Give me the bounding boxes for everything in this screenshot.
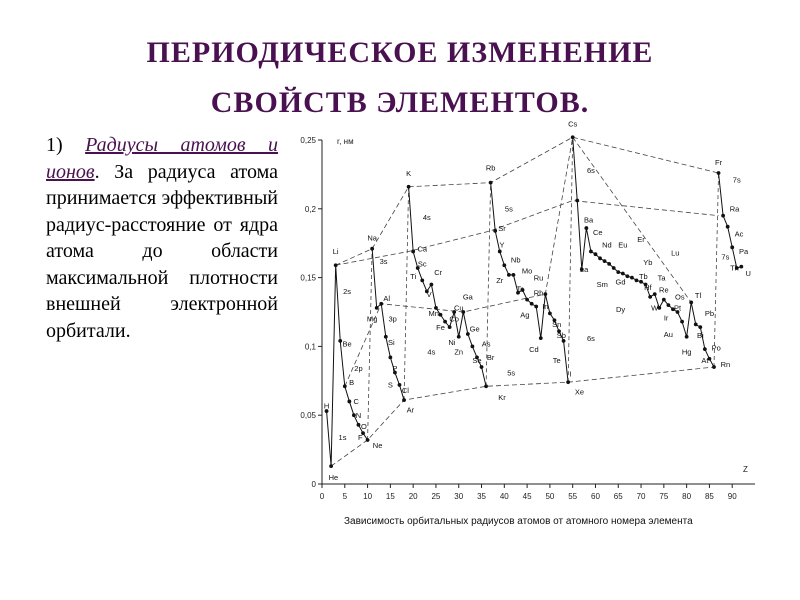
data-point: [717, 171, 721, 175]
element-label: B: [349, 377, 355, 387]
y-tick-label: 0: [311, 480, 316, 489]
data-point: [471, 345, 475, 349]
data-point: [448, 325, 452, 329]
data-point: [621, 272, 625, 276]
element-label: Si: [387, 338, 395, 348]
element-label: Cl: [401, 386, 409, 396]
element-label: Bi: [696, 331, 704, 341]
element-label: Mn: [428, 309, 439, 319]
element-label: Ra: [729, 204, 740, 214]
data-point: [370, 247, 374, 251]
data-point: [548, 311, 552, 315]
data-point: [407, 185, 411, 189]
data-point: [507, 273, 511, 277]
element-label: Sm: [596, 280, 608, 290]
data-point: [589, 250, 593, 254]
element-label: Lu: [671, 248, 680, 258]
data-point: [662, 298, 666, 302]
orbital-label: 5s: [504, 204, 513, 214]
element-label: Er: [637, 234, 645, 244]
element-label: Fe: [436, 322, 445, 332]
data-point: [575, 199, 579, 203]
data-point: [698, 325, 702, 329]
element-label: Zr: [496, 276, 504, 286]
data-point: [329, 464, 333, 468]
data-point: [420, 278, 424, 282]
data-point: [498, 250, 502, 254]
data-point: [730, 245, 734, 249]
data-point: [630, 276, 634, 280]
trend-line: [336, 137, 719, 268]
element-label: Ga: [462, 292, 473, 302]
data-point: [607, 262, 611, 266]
x-tick-label: 25: [431, 492, 441, 501]
orbital-label: 4s: [427, 347, 436, 357]
element-label: Cu: [453, 303, 464, 313]
data-point: [726, 225, 730, 229]
data-point: [388, 356, 392, 360]
element-label: Sb: [556, 331, 566, 341]
element-label: Yb: [643, 258, 653, 268]
data-point: [439, 313, 443, 317]
element-label: At: [701, 355, 709, 365]
element-label: K: [406, 168, 412, 178]
element-label: Ba: [584, 215, 594, 225]
x-tick-label: 5: [342, 492, 348, 501]
data-point: [429, 283, 433, 287]
element-label: Tc: [516, 284, 525, 294]
orbital-label: 7s: [732, 175, 741, 185]
element-label: N: [355, 410, 362, 420]
data-point: [366, 438, 370, 442]
trend-line: [568, 137, 573, 382]
orbital-label: 2p: [354, 364, 363, 374]
x-tick-label: 85: [704, 492, 714, 501]
element-label: Hg: [681, 347, 692, 357]
data-point: [539, 336, 543, 340]
trend-line: [368, 249, 373, 440]
element-label: C: [353, 397, 359, 407]
data-point: [603, 259, 607, 263]
x-tick-label: 0: [319, 492, 325, 501]
term-link[interactable]: Радиусы атомов и ионов: [46, 134, 279, 183]
x-tick-label: 20: [408, 492, 418, 501]
element-label: Cs: [568, 119, 578, 129]
data-point: [502, 263, 506, 267]
data-point: [493, 229, 497, 233]
x-tick-label: 30: [454, 492, 464, 501]
data-point: [653, 292, 657, 296]
y-tick-label: 0,2: [304, 204, 316, 214]
data-point: [625, 274, 629, 278]
element-label: Te: [552, 355, 561, 365]
y-tick-label: 0,05: [300, 411, 316, 421]
element-label: Gd: [615, 277, 626, 287]
element-label: Ta: [657, 273, 666, 283]
data-point: [703, 347, 707, 351]
point-labels: [324, 119, 751, 482]
y-tick-label: 0,1: [304, 342, 316, 352]
data-point: [480, 365, 484, 369]
x-tick-label: 50: [545, 492, 555, 501]
element-label: Nb: [510, 255, 521, 265]
element-label: Pa: [739, 247, 749, 257]
element-label: Ca: [417, 244, 428, 254]
x-tick-label: 60: [591, 492, 600, 501]
element-label: Co: [449, 314, 459, 324]
orbital-label: 3p: [388, 314, 397, 324]
element-label: Li: [332, 247, 339, 257]
element-label: P: [392, 364, 398, 374]
element-label: Ni: [448, 338, 456, 348]
data-point: [525, 298, 529, 302]
element-label: Xe: [574, 387, 585, 397]
data-point: [594, 252, 598, 256]
y-axis-label: r, нм: [337, 137, 354, 146]
data-point: [484, 384, 488, 388]
x-tick-label: 80: [682, 492, 692, 501]
element-label: I: [569, 369, 572, 379]
element-label: Th: [730, 263, 739, 273]
data-point: [357, 423, 361, 427]
element-label: Br: [486, 353, 495, 363]
data-point: [612, 266, 616, 270]
x-axis-label: Z: [743, 465, 748, 474]
x-tick-label: 55: [568, 492, 578, 501]
trend-line: [401, 187, 409, 400]
element-label: F: [357, 432, 363, 442]
element-label: Ru: [533, 273, 544, 283]
slide-title: [0, 28, 800, 128]
element-label: W: [651, 303, 659, 313]
element-label: Pt: [673, 303, 682, 313]
element-label: Al: [383, 293, 391, 303]
element-label: Eu: [618, 240, 628, 250]
element-label: Y: [499, 240, 505, 250]
chart-caption: Зависимость орбитальных радиусов атомов от атомного номера элемента: [344, 516, 693, 527]
data-point: [489, 181, 493, 185]
data-point: [457, 335, 461, 339]
element-label: Dy: [615, 305, 626, 314]
data-point: [512, 273, 516, 277]
element-label: Na: [367, 233, 377, 243]
element-label: Be: [342, 339, 352, 349]
data-point: [584, 226, 588, 230]
element-label: V: [426, 289, 432, 299]
x-tick-label: 65: [613, 492, 623, 501]
definition-text: [46, 132, 278, 344]
element-label: Mo: [521, 266, 533, 276]
term-end: .: [94, 160, 100, 183]
data-point: [534, 305, 538, 309]
data-point: [334, 263, 338, 267]
orbital-label: 2s: [343, 287, 352, 297]
x-tick-label: 35: [477, 492, 486, 501]
element-label: Sn: [552, 320, 562, 330]
element-label: Ne: [372, 441, 383, 451]
orbital-label: 3s: [379, 256, 388, 266]
data-point: [343, 384, 347, 388]
element-label: He: [328, 472, 339, 482]
element-label: H: [323, 401, 330, 411]
element-label: Ce: [592, 227, 603, 237]
orbital-label: 5s: [507, 368, 516, 378]
element-label: Rn: [720, 360, 731, 370]
orbital-label: 1s: [338, 432, 347, 442]
trend-line: [711, 173, 721, 367]
data-point: [402, 398, 406, 402]
element-label: Sc: [417, 259, 427, 269]
element-label: Po: [711, 343, 721, 353]
element-label: Tb: [638, 271, 648, 281]
element-label: Ti: [410, 271, 417, 281]
title-line-2: СВОЙСТВ ЭЛЕМЕНТОВ.: [210, 86, 590, 119]
element-label: Rb: [485, 163, 496, 173]
data-point: [566, 380, 570, 384]
data-point: [689, 300, 693, 304]
data-point: [685, 335, 689, 339]
element-label: Ar: [406, 405, 415, 415]
x-tick-label: 45: [522, 492, 532, 501]
definition-body: За радиуса атома принимается эффективный радиус-расстояние от ядра атома до области максимальной плотности внешней электронной орбитали.: [46, 160, 278, 342]
element-label: Se: [472, 355, 482, 365]
data-point: [598, 256, 602, 260]
element-label: Ir: [663, 313, 669, 323]
data-point: [712, 365, 716, 369]
data-point: [375, 306, 379, 310]
orbital-label: 6s: [586, 333, 595, 343]
data-point: [347, 400, 351, 404]
radius-chart-svg: [295, 119, 765, 538]
element-label: Ge: [469, 324, 480, 334]
data-point: [694, 322, 698, 326]
element-label: Nd: [602, 240, 612, 250]
element-label: In: [542, 302, 549, 312]
element-label: La: [579, 265, 589, 275]
radius-chart: [295, 119, 765, 538]
element-label: Sr: [498, 223, 506, 233]
element-label: Hf: [644, 282, 652, 292]
data-point: [721, 214, 725, 218]
element-label: Rh: [533, 288, 544, 298]
trend-line: [336, 201, 719, 266]
element-label: Tl: [694, 291, 702, 301]
element-label: Au: [663, 329, 673, 339]
x-tick-label: 15: [385, 492, 395, 501]
x-tick-label: 40: [499, 492, 509, 501]
element-label: Kr: [498, 393, 506, 403]
data-point: [571, 135, 575, 139]
y-tick-label: 0,15: [300, 273, 316, 283]
data-point: [648, 295, 652, 299]
element-label: Zn: [454, 347, 464, 357]
y-tick-label: 0,25: [300, 136, 316, 145]
data-point: [411, 250, 415, 254]
data-point: [635, 278, 639, 282]
element-label: Ac: [734, 229, 744, 239]
orbital-label: 7s: [721, 252, 730, 262]
element-label: O: [361, 421, 367, 431]
data-point: [398, 383, 402, 387]
data-point: [739, 265, 743, 269]
x-tick-label: 70: [636, 492, 646, 501]
data-point: [667, 303, 671, 307]
orbital-label: 4s: [422, 212, 431, 222]
element-label: Re: [659, 285, 669, 295]
data-point: [530, 302, 534, 306]
element-label: Pb: [704, 309, 715, 319]
element-label: Fr: [714, 157, 723, 167]
item-number: 1): [46, 134, 63, 156]
x-tick-label: 90: [727, 492, 737, 501]
data-point: [616, 270, 620, 274]
element-label: Ag: [520, 310, 530, 320]
element-label: Cr: [434, 267, 443, 277]
orbital-label: 6s: [586, 166, 595, 176]
data-point: [543, 292, 547, 296]
data-point: [680, 320, 684, 324]
element-label: As: [481, 339, 491, 349]
series-line: [372, 249, 404, 400]
title-line-1: ПЕРИОДИЧЕСКОЕ ИЗМЕНЕНИЕ: [146, 36, 654, 69]
element-label: Os: [674, 292, 685, 302]
element-label: Mg: [366, 314, 378, 324]
element-label: U: [745, 269, 751, 279]
element-label: S: [387, 380, 393, 390]
element-label: Cd: [529, 344, 539, 354]
x-tick-label: 75: [659, 492, 669, 501]
x-tick-label: 10: [363, 492, 373, 501]
